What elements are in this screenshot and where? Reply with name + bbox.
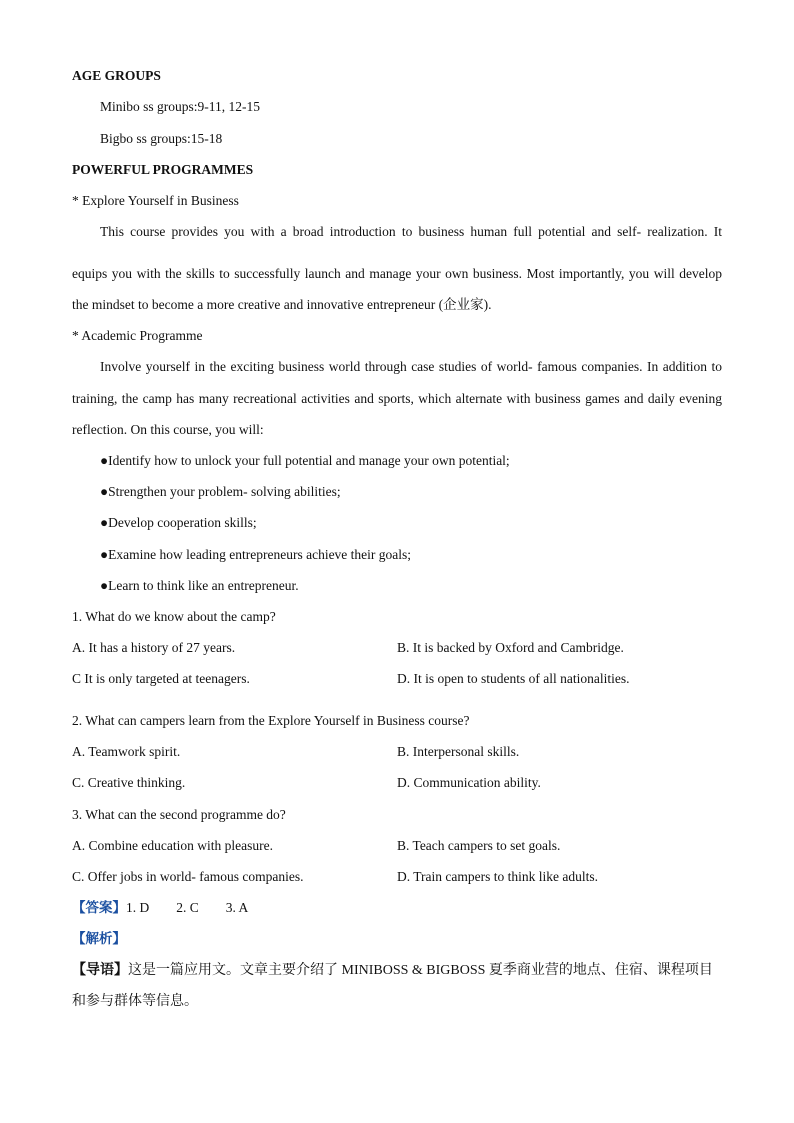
programmes-heading: POWERFUL PROGRAMMES: [72, 162, 254, 177]
question-3-option-c: C. Offer jobs in world- famous companies.: [72, 869, 304, 884]
analysis-line: [72, 930, 126, 948]
question-2-option-a: A. Teamwork spirit.: [72, 744, 181, 759]
question-2-option-d: D. Communication ability.: [397, 775, 541, 790]
guide-line-2: 和参与群体等信息。: [72, 994, 198, 1009]
answer-text: 1. D 2. C 3. A: [126, 900, 249, 915]
explore-line-3: the mindset to become a more creative and innovative entrepreneur (企业家).: [72, 297, 492, 312]
analysis-label: 【解析】: [72, 931, 126, 946]
academic-line-2: training, the camp has many recreational activities and sports, which alternate with business games and daily evening: [72, 391, 722, 406]
age-groups-heading: AGE GROUPS: [72, 68, 161, 83]
question-1-option-a: A. It has a history of 27 years.: [72, 640, 236, 655]
question-2-stem: 2. What can campers learn from the Explore Yourself in Business course?: [72, 713, 470, 728]
guide-text-1: 这是一篇应用文。文章主要介绍了 MINIBOSS & BIGBOSS 夏季商业营的地点、住宿、课程项目: [128, 963, 713, 978]
academic-line-1: Involve yourself in the exciting business world through case studies of world- famous companies. In addition to: [100, 359, 722, 374]
bullet-item: ●Examine how leading entrepreneurs achieve their goals;: [100, 547, 412, 562]
question-3-stem: 3. What can the second programme do?: [72, 807, 286, 822]
bullet-item: ●Develop cooperation skills;: [100, 515, 257, 530]
question-3-option-d: D. Train campers to think like adults.: [397, 869, 598, 884]
question-3-option-b: B. Teach campers to set goals.: [397, 838, 561, 853]
explore-title: * Explore Yourself in Business: [72, 193, 239, 208]
question-3-option-a: A. Combine education with pleasure.: [72, 838, 273, 853]
explore-line-2: equips you with the skills to successfully launch and manage your own business. Most importantly, you will develop: [72, 266, 722, 281]
bullet-item: ●Strengthen your problem- solving abilities;: [100, 484, 341, 499]
bullet-item: ●Learn to think like an entrepreneur.: [100, 578, 299, 593]
answer-label: 【答案】: [72, 900, 126, 915]
guide-label: 【导语】: [72, 963, 128, 978]
question-1-stem: 1. What do we know about the camp?: [72, 609, 276, 624]
guide-line-1: [72, 962, 713, 980]
miniboss-groups: Minibo ss groups:9-11, 12-15: [100, 99, 261, 114]
question-1-option-b: B. It is backed by Oxford and Cambridge.: [397, 640, 624, 655]
question-1-option-d: D. It is open to students of all nationalities.: [397, 671, 630, 686]
bullet-item: ●Identify how to unlock your full potential and manage your own potential;: [100, 453, 510, 468]
question-2-option-b: B. Interpersonal skills.: [397, 744, 520, 759]
question-2-option-c: C. Creative thinking.: [72, 775, 186, 790]
bigboss-groups: Bigbo ss groups:15-18: [100, 131, 223, 146]
question-1-option-c: C It is only targeted at teenagers.: [72, 671, 250, 686]
academic-line-3: reflection. On this course, you will:: [72, 422, 264, 437]
answer-line: [72, 899, 248, 917]
explore-line-1: This course provides you with a broad introduction to business human full potential and self- realization. It: [100, 224, 722, 239]
academic-title: * Academic Programme: [72, 328, 203, 343]
